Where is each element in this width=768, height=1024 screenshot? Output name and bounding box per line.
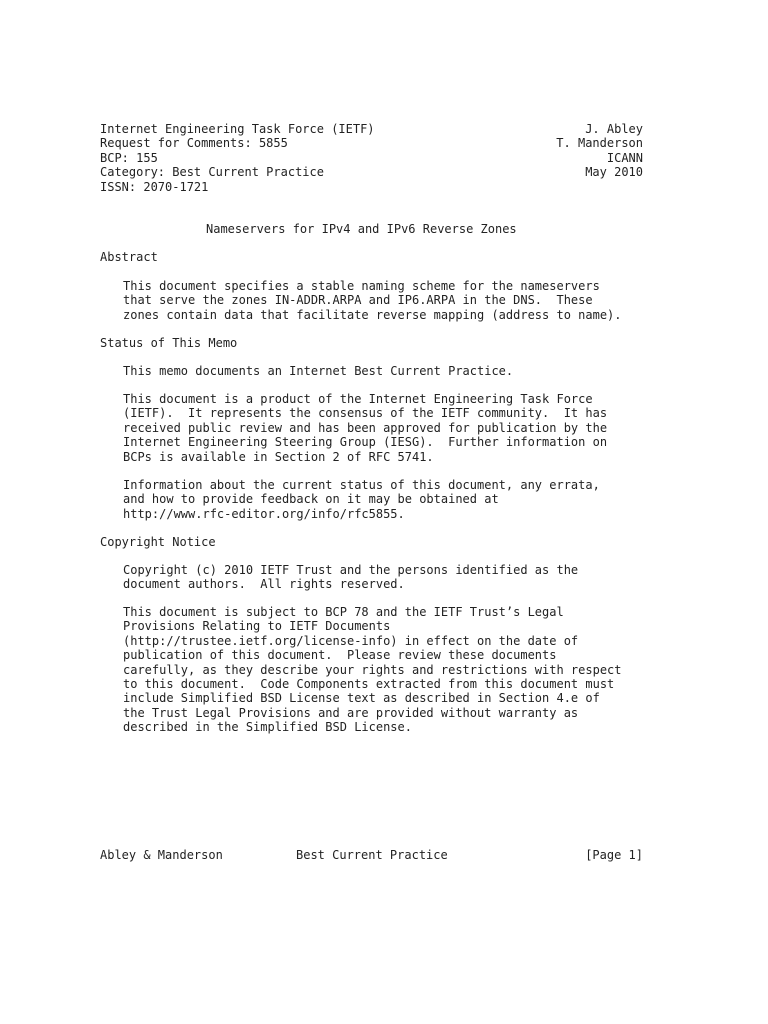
footer-page-number: [Page 1] — [585, 848, 643, 862]
document-title: Nameservers for IPv4 and IPv6 Reverse Zones — [206, 222, 517, 236]
header-left-line: Category: Best Current Practice — [100, 165, 324, 180]
copyright-paragraph-line: Provisions Relating to IETF Documents — [123, 619, 391, 634]
status-paragraph-line: This document is a product of the Internet Engineering Task Force — [123, 392, 593, 406]
abstract-line: that serve the zones IN-ADDR.ARPA and IP6.ARPA in the DNS. These — [123, 293, 593, 308]
footer-authors: Abley & Manderson — [100, 848, 223, 862]
section-heading-copyright: Copyright Notice — [100, 535, 216, 549]
header-left-line: Request for Comments: 5855 — [100, 136, 288, 151]
section-heading-abstract: Abstract — [100, 250, 158, 264]
footer-category: Best Current Practice — [296, 848, 448, 862]
status-paragraph-line: received public review and has been approved for publication by the — [123, 420, 608, 435]
copyright-paragraph-line: include Simplified BSD License text as described in Section 4.e of — [123, 691, 600, 706]
copyright-paragraph-line: to this document. Code Components extracted from this document must — [123, 677, 615, 691]
copyright-paragraph-line: carefully, as they describe your rights and restrictions with respect — [123, 662, 622, 677]
copyright-paragraph-line: This document is subject to BCP 78 and the IETF Trust’s Legal — [123, 605, 564, 619]
copyright-paragraph-line: (http://trustee.ietf.org/license-info) in effect on the date of — [123, 633, 579, 648]
status-paragraph-line: BCPs is available in Section 2 of RFC 5741. — [123, 449, 434, 464]
copyright-paragraph-line: Copyright (c) 2010 IETF Trust and the persons identified as the — [123, 563, 579, 577]
header-right-line: T. Manderson — [556, 136, 643, 151]
abstract-line: zones contain data that facilitate reverse mapping (address to name). — [123, 307, 622, 322]
header-right-line: ICANN — [606, 150, 643, 165]
copyright-paragraph-line: publication of this document. Please review these documents — [123, 648, 557, 663]
status-url-line: http://www.rfc-editor.org/info/rfc5855. — [123, 506, 405, 521]
copyright-paragraph-line: document authors. All rights reserved. — [123, 577, 405, 592]
section-heading-status: Status of This Memo — [100, 336, 238, 350]
status-paragraph-line: Information about the current status of this document, any errata, — [123, 478, 600, 492]
status-paragraph-line: Internet Engineering Steering Group (IESG). Further information on — [123, 435, 608, 450]
status-paragraph-line: and how to provide feedback on it may be obtained at — [123, 492, 499, 507]
header-left-line: Internet Engineering Task Force (IETF) — [100, 122, 375, 136]
abstract-line: This document specifies a stable naming scheme for the nameservers — [123, 279, 600, 293]
header-left-line: BCP: 155 — [100, 150, 158, 165]
header-left-line: ISSN: 2070-1721 — [100, 179, 209, 194]
status-paragraph-line: This memo documents an Internet Best Current Practice. — [123, 364, 514, 378]
header-right-line: May 2010 — [585, 165, 643, 180]
copyright-paragraph-line: described in the Simplified BSD License. — [123, 720, 412, 735]
copyright-paragraph-line: the Trust Legal Provisions and are provided without warranty as — [123, 705, 579, 720]
header-right-line: J. Abley — [585, 122, 643, 136]
status-paragraph-line: (IETF). It represents the consensus of the IETF community. It has — [123, 406, 608, 421]
